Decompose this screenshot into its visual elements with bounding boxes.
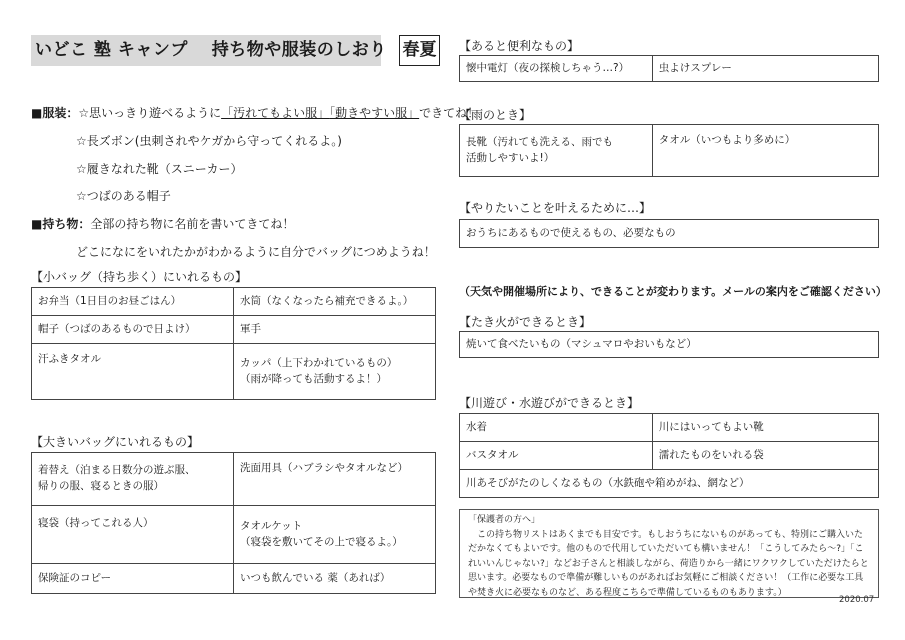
clothing-item: ☆履きなれた靴（スニーカー） <box>76 162 243 176</box>
cell-text: 長靴（汚れても洗える、雨でも <box>466 135 613 148</box>
clothing-item: ☆つばのある帽子 <box>76 189 171 203</box>
cell-text: 水筒（なくなったら補充できるよ。） <box>240 294 414 307</box>
table-row <box>460 56 879 82</box>
table-cell <box>460 442 653 470</box>
table-cell <box>32 564 234 594</box>
cell-text: （雨が降っても活動するよ！） <box>240 372 387 385</box>
convenient-table <box>459 55 879 82</box>
cell-text: 川にはいってもよい靴 <box>658 420 764 433</box>
convenient-heading: 【あると便利なもの】 <box>459 39 580 53</box>
clothing-intro-post: できてね！ <box>419 106 480 120</box>
page-title: いどこ 塾 キャンプ 持ち物や服装のしおり <box>31 35 381 66</box>
cell-text: 軍手 <box>240 322 261 335</box>
cell-text: 川あそびがたのしくなるもの（水鉄砲や箱めがね、網など） <box>466 476 750 489</box>
cell-text: 帽子（つばのあるもので日よけ） <box>38 322 196 335</box>
table-cell <box>234 506 436 564</box>
table-cell <box>460 414 653 442</box>
table-cell <box>32 316 234 344</box>
table-cell <box>234 316 436 344</box>
big-bag-table <box>31 452 436 594</box>
clothing-intro-line <box>31 104 479 121</box>
cell-text: 保険証のコピー <box>38 571 112 584</box>
belongings-line <box>31 215 294 232</box>
cell-text: （寝袋を敷いてその上で寝るよ。） <box>240 535 403 548</box>
belongings-line1: 全部の持ち物に名前を書いてきてね！ <box>90 217 295 231</box>
cell-text: 濡れたものをいれる袋 <box>658 448 764 461</box>
small-bag-heading: 【小バッグ（持ち歩く）にいれるもの】 <box>31 270 248 284</box>
clothing-intro-dirty-ok: 「汚れてもよい服」 <box>221 106 330 120</box>
clothing-item: ☆長ズボン(虫刺されやケガから守ってくれるよ。) <box>76 134 342 148</box>
cell-text: カッパ（上下わかれているもの） <box>240 356 398 369</box>
cell-text: 寝袋（持ってこれる人） <box>38 517 154 529</box>
guardians-heading: 「保護者の方へ」 <box>468 515 541 525</box>
table-row <box>460 414 879 442</box>
table-row <box>460 442 879 470</box>
small-bag-table <box>31 287 436 400</box>
guardians-note <box>459 509 879 598</box>
table-cell <box>652 442 878 470</box>
rain-heading: 【雨のとき】 <box>459 108 532 122</box>
table-row <box>32 316 436 344</box>
cell-text: 着替え（泊まる日数分の遊ぶ服、 <box>38 464 196 477</box>
clothing-label: ■服装： <box>31 106 79 120</box>
cell-text: 虫よけスプレー <box>658 61 732 74</box>
table-row <box>460 332 879 358</box>
table-cell <box>460 56 653 82</box>
table-row <box>32 453 436 506</box>
table-row <box>460 220 879 248</box>
table-row <box>32 344 436 400</box>
cell-text: タオルケット <box>240 519 303 532</box>
table-cell <box>234 288 436 316</box>
wishes-table <box>459 219 879 248</box>
bonfire-table <box>459 331 879 358</box>
cell-text: 汗ふきタオル <box>38 353 101 365</box>
table-cell <box>652 125 878 177</box>
table-cell <box>460 125 653 177</box>
guardians-text: この持ち物リストはあくまでも目安です。もしおうちにないものがあっても、特別にご購入いただかなくてもよいです。他のもので代用していただいても構いません！「こうしてみたら～?」「これいいんじゃない?」などお子さんと相談しながら、荷造りから一緒にワクワクしていただけたらと思います。必要なもので準備が難しいものがあればお気軽にご相談ください！（工作に必要な工具や焚き火に必要なものなど、ある程度こちらで準備しているものもあります。） <box>468 529 869 598</box>
cell-text: おうちにあるもので使えるもの、必要なもの <box>466 226 676 239</box>
cell-text: 懐中電灯（夜の探検しちゃう…?） <box>466 61 630 74</box>
table-row <box>460 470 879 498</box>
table-cell <box>32 453 234 506</box>
rain-table <box>459 124 879 177</box>
big-bag-heading: 【大きいバッグにいれるもの】 <box>31 435 200 449</box>
table-row <box>32 288 436 316</box>
cell-text: バスタオル <box>466 448 519 461</box>
table-row <box>32 564 436 594</box>
table-row <box>460 125 879 177</box>
clothing-intro-pre: ☆思いっきり遊べるように <box>78 106 222 120</box>
cell-text: タオル（いつもより多めに） <box>658 134 796 146</box>
river-table <box>459 413 879 498</box>
cell-text: 洗面用具（ハブラシやタオルなど） <box>240 462 408 474</box>
river-heading: 【川遊び・水遊びができるとき】 <box>459 396 640 410</box>
table-cell <box>32 506 234 564</box>
season-badge: 春夏 <box>399 35 440 66</box>
document-date: 2020.07 <box>839 595 875 605</box>
table-cell <box>460 470 879 498</box>
table-row <box>32 506 436 564</box>
cell-text: 焼いて食べたいもの（マシュマロやおいもなど） <box>466 337 697 350</box>
table-cell <box>460 220 879 248</box>
cell-text: いつも飲んでいる 薬（あれば） <box>240 571 391 584</box>
table-cell <box>460 332 879 358</box>
cell-text: 帰りの服、寝るときの服） <box>38 480 164 492</box>
cell-text: 水着 <box>466 420 487 433</box>
table-cell <box>32 344 234 400</box>
bonfire-heading: 【たき火ができるとき】 <box>459 315 592 329</box>
clothing-intro-easy-move: 「動きやすい服」 <box>329 106 420 120</box>
belongings-line2: どこになにをいれたかがわかるように自分でバッグにつめようね！ <box>76 245 436 259</box>
table-cell <box>234 344 436 400</box>
belongings-label: ■持ち物： <box>31 217 91 231</box>
table-cell <box>234 453 436 506</box>
table-cell <box>652 56 878 82</box>
cell-text: お弁当（1日目のお昼ごはん） <box>38 294 182 307</box>
table-cell <box>652 414 878 442</box>
weather-notice: （天気や開催場所により、できることが変わります。メールの案内をご確認ください） <box>459 285 887 298</box>
table-cell <box>234 564 436 594</box>
wishes-heading: 【やりたいことを叶えるために…】 <box>459 201 652 215</box>
cell-text: 活動しやすいよ!） <box>466 151 555 164</box>
table-cell <box>32 288 234 316</box>
